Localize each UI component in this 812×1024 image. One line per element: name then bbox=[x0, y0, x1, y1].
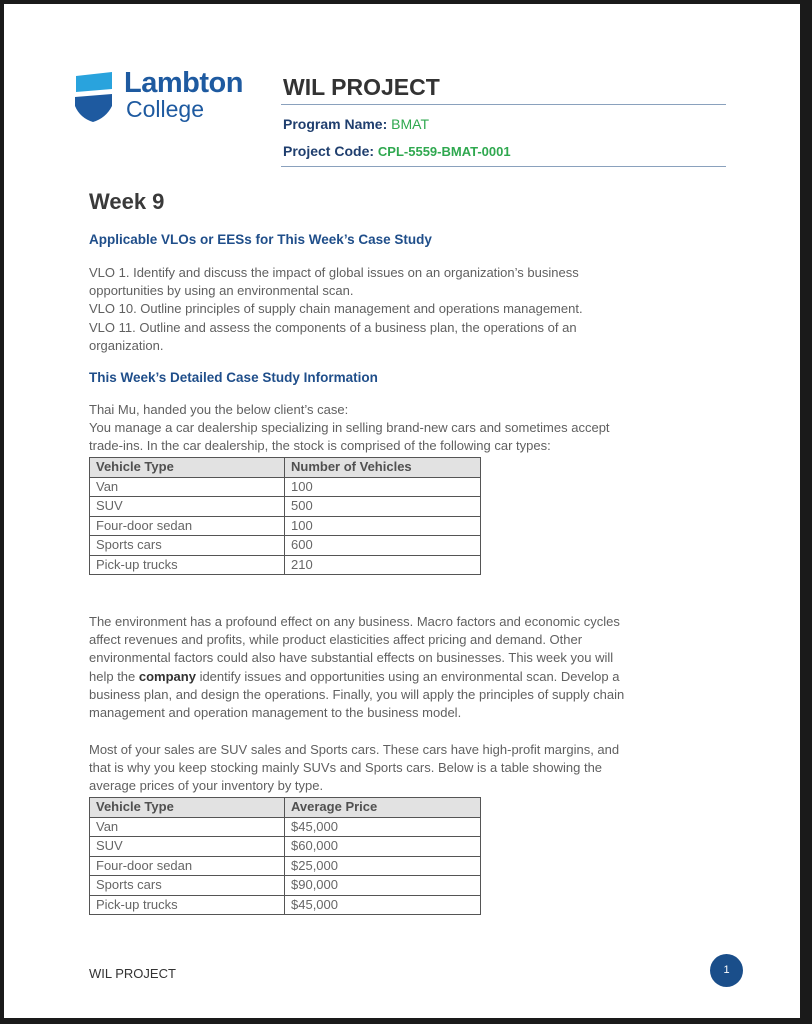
program-label: Program Name: bbox=[283, 116, 388, 132]
average-price-cell: $25,000 bbox=[285, 856, 481, 876]
table-row bbox=[90, 555, 481, 575]
footer-label: WIL PROJECT bbox=[89, 966, 176, 981]
case-intro-line: Thai Mu, handed you the below client’s case: bbox=[89, 402, 349, 417]
case-intro-line: trade-ins. In the car dealership, the stock is comprised of the following car types: bbox=[89, 438, 551, 454]
shield-logo-icon bbox=[72, 70, 118, 126]
table-row bbox=[90, 837, 481, 857]
environment-line: affect revenues and profits, while product elasticities affect pricing and demand. Other bbox=[89, 632, 583, 648]
environment-line: business plan, and design the operations. Finally, you will apply the principles of supply chain bbox=[89, 686, 625, 702]
sales-line: that is why you keep stocking mainly SUVs and Sports cars. Below is a table showing the bbox=[89, 760, 603, 776]
program-value: BMAT bbox=[391, 116, 430, 132]
vlo-heading: Applicable VLOs or EESs for This Week’s Case Study bbox=[89, 232, 432, 247]
vehicle-type-cell: Sports cars bbox=[90, 536, 285, 556]
vlo-line: VLO 10. Outline principles of supply chain management and operations management. bbox=[89, 301, 583, 317]
company-emphasis: company bbox=[138, 668, 196, 684]
vlo-line: opportunities by using an environmental scan. bbox=[89, 283, 354, 299]
vehicle-type-cell: Van bbox=[90, 477, 285, 497]
divider bbox=[281, 166, 726, 167]
vehicle-count-cell: 100 bbox=[285, 516, 481, 536]
vehicle-count-table bbox=[89, 457, 481, 575]
program-name-row bbox=[283, 116, 429, 132]
table-row bbox=[90, 856, 481, 876]
document-page bbox=[4, 4, 800, 1018]
environment-line: The environment has a profound effect on any business. Macro factors and economic cycles bbox=[89, 614, 620, 629]
table-header-row bbox=[90, 458, 481, 478]
page-number-badge: 1 bbox=[710, 954, 743, 987]
vehicle-count-cell: 500 bbox=[285, 497, 481, 517]
vehicle-type-cell: SUV bbox=[90, 497, 285, 517]
logo-name: Lambton bbox=[124, 67, 243, 99]
vehicle-type-cell: Van bbox=[90, 817, 285, 837]
vlo-line: VLO 1. Identify and discuss the impact of global issues on an organization’s business bbox=[89, 265, 579, 280]
vehicle-count-cell: 100 bbox=[285, 477, 481, 497]
table-header-row bbox=[90, 798, 481, 818]
project-code-label: Project Code: bbox=[283, 143, 375, 159]
environment-paragraph bbox=[89, 613, 729, 722]
table-row bbox=[90, 497, 481, 517]
average-price-cell: $90,000 bbox=[285, 876, 481, 896]
sales-paragraph bbox=[89, 741, 729, 796]
project-code-value: CPL-5559-BMAT-0001 bbox=[377, 144, 511, 159]
average-price-table bbox=[89, 797, 481, 915]
vehicle-type-cell: Pick-up trucks bbox=[90, 555, 285, 575]
table-row bbox=[90, 817, 481, 837]
project-code-row bbox=[283, 143, 511, 159]
table-row bbox=[90, 895, 481, 915]
table-row bbox=[90, 516, 481, 536]
vehicle-type-cell: Four-door sedan bbox=[90, 516, 285, 536]
average-price-cell: $60,000 bbox=[285, 837, 481, 857]
environment-line: environmental factors could also have substantial effects on businesses. This week you will bbox=[89, 650, 614, 666]
week-heading: Week 9 bbox=[89, 189, 165, 214]
vlo-list bbox=[89, 264, 729, 355]
case-intro-line: You manage a car dealership specializing in selling brand-new cars and sometimes accept bbox=[89, 420, 610, 436]
case-heading: This Week’s Detailed Case Study Information bbox=[89, 370, 378, 385]
document-title: WIL PROJECT bbox=[283, 74, 440, 100]
sales-line: average prices of your inventory by type. bbox=[89, 778, 324, 794]
case-intro bbox=[89, 401, 729, 456]
vehicle-type-cell: Sports cars bbox=[90, 876, 285, 896]
vehicle-count-cell: 210 bbox=[285, 555, 481, 575]
environment-line: management and operation management to the business model. bbox=[89, 705, 462, 721]
environment-text: identify issues and opportunities using an environmental scan. Develop a bbox=[195, 668, 620, 684]
vlo-line: organization. bbox=[89, 337, 164, 353]
table-row bbox=[90, 477, 481, 497]
sales-line: Most of your sales are SUV sales and Sports cars. These cars have high-profit margins, and bbox=[89, 742, 620, 757]
environment-text: help the bbox=[89, 668, 139, 684]
vehicle-type-cell: SUV bbox=[90, 837, 285, 857]
column-header: Vehicle Type bbox=[90, 458, 285, 478]
average-price-cell: $45,000 bbox=[285, 817, 481, 837]
table-row bbox=[90, 876, 481, 896]
column-header: Number of Vehicles bbox=[285, 458, 481, 478]
column-header: Vehicle Type bbox=[90, 798, 285, 818]
logo-subtitle: College bbox=[126, 96, 204, 122]
environment-line bbox=[89, 668, 729, 686]
divider bbox=[281, 104, 726, 105]
vehicle-type-cell: Four-door sedan bbox=[90, 856, 285, 876]
vehicle-count-cell: 600 bbox=[285, 536, 481, 556]
vlo-line: VLO 11. Outline and assess the components of a business plan, the operations of an bbox=[89, 319, 577, 335]
table-row bbox=[90, 536, 481, 556]
average-price-cell: $45,000 bbox=[285, 895, 481, 915]
lambton-college-logo bbox=[72, 67, 262, 130]
vehicle-type-cell: Pick-up trucks bbox=[90, 895, 285, 915]
column-header: Average Price bbox=[285, 798, 481, 818]
